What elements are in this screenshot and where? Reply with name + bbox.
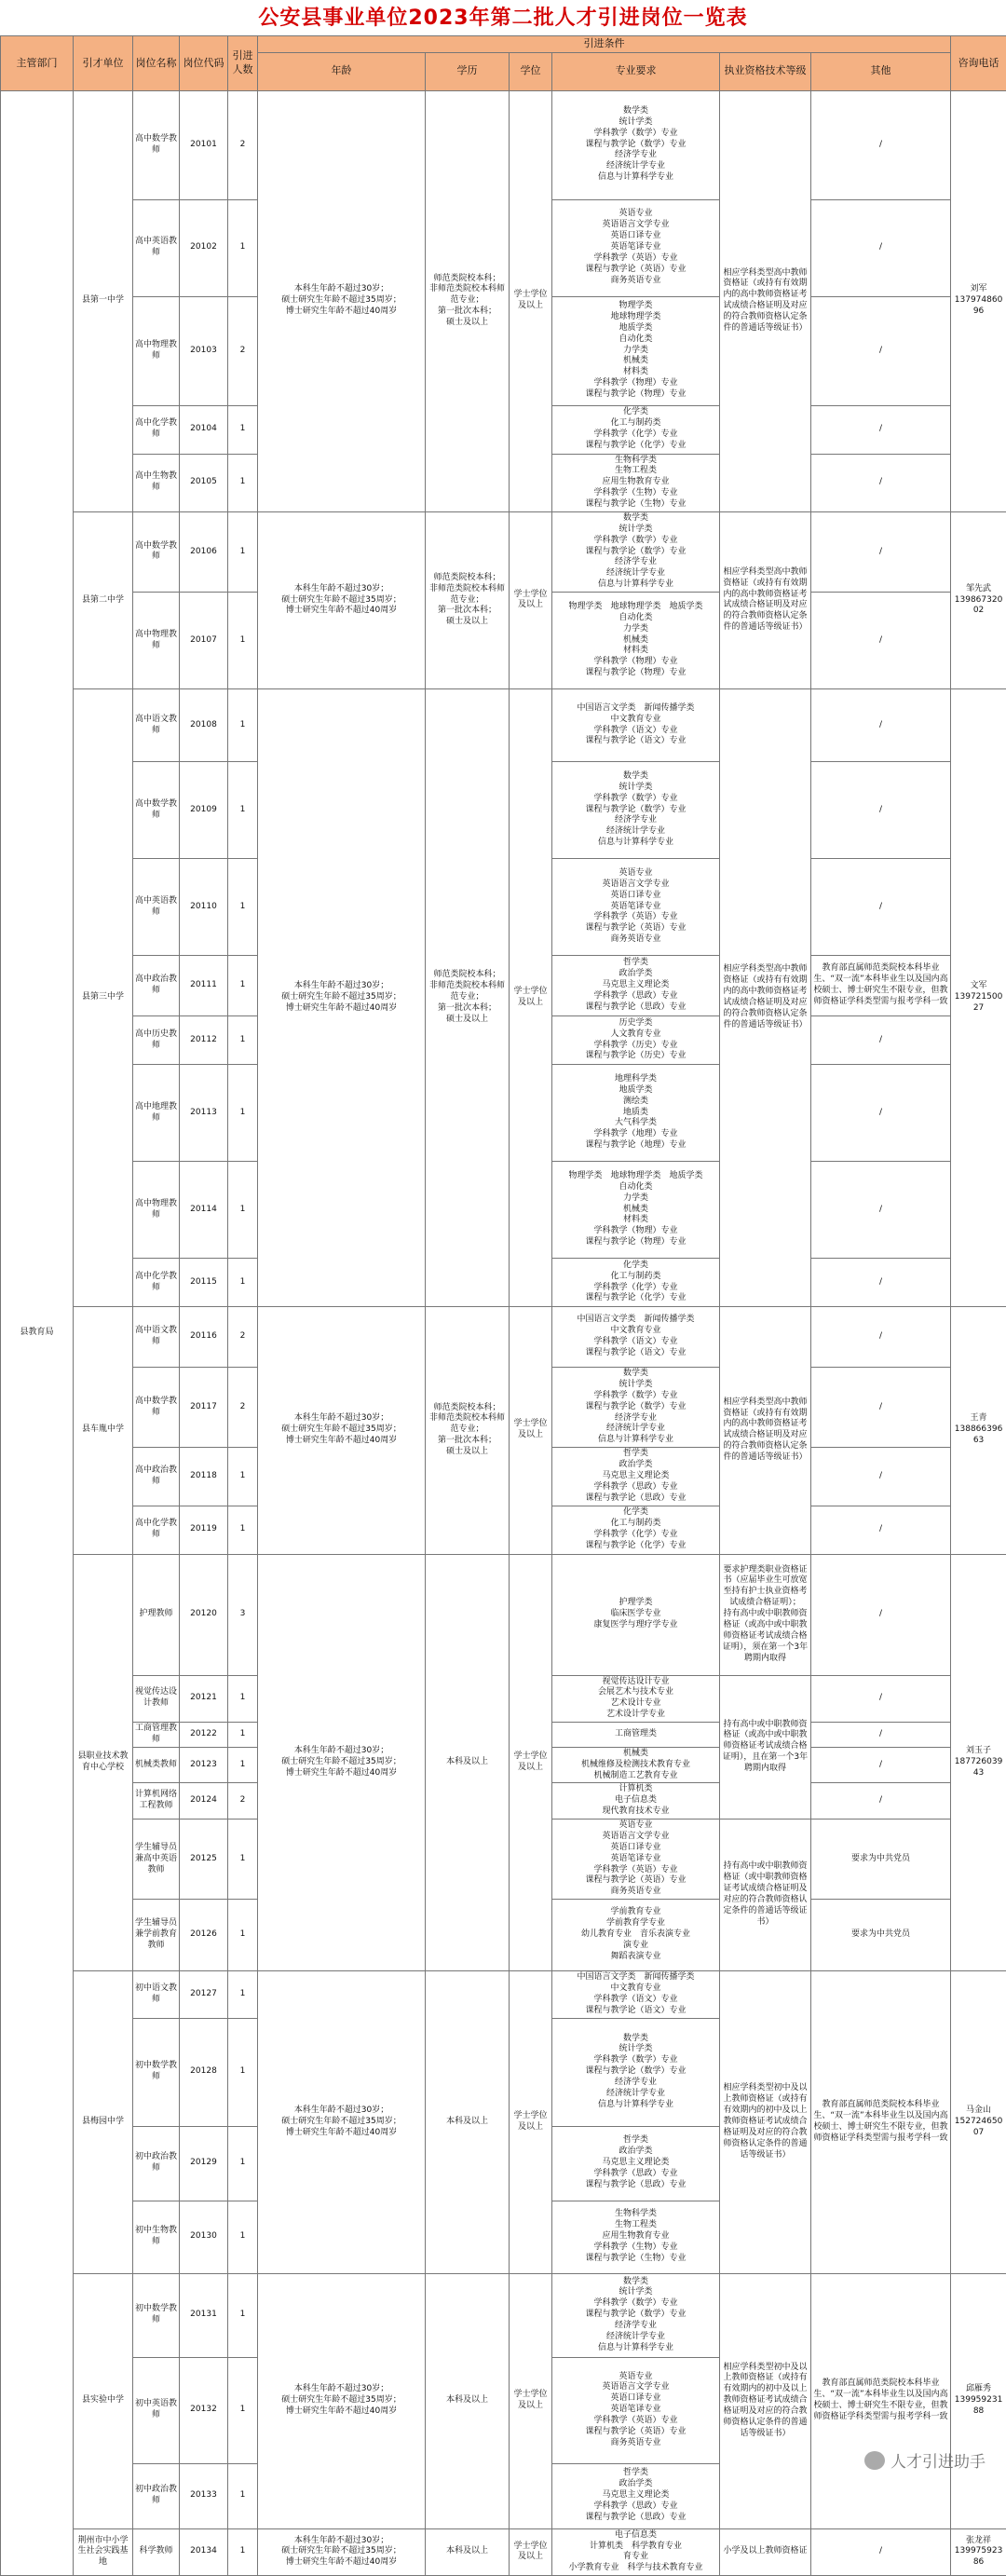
major-cell: 英语专业 英语语言文学专业 英语口译专业 英语笔译专业 学科教学（英语）专业 课程与教学论（英语）专业 商务英语专业 — [552, 199, 720, 296]
code-cell: 20116 — [180, 1307, 228, 1368]
major-cell: 中国语言文学类 新闻传播学类 中文教育专业 学科教学（语文）专业 课程与教学论（语文）专业 — [552, 1971, 720, 2019]
post-cell: 高中语文教师 — [133, 689, 180, 762]
code-cell: 20122 — [180, 1723, 228, 1748]
code-cell: 20111 — [180, 956, 228, 1016]
post-cell: 机械类教师 — [133, 1747, 180, 1783]
other-cell: / — [811, 1506, 951, 1554]
major-cell: 数学类 统计学类 学科教学（数学）专业 课程与教学论（数学）专业 经济学专业 经济统计学专业 信息与计算科学专业 — [552, 762, 720, 859]
other-cell: / — [811, 199, 951, 296]
major-cell: 哲学类 政治学类 马克思主义理论类 学科教学（思政）专业 课程与教学论（思政）专业 — [552, 956, 720, 1016]
post-cell: 初中英语教师 — [133, 2357, 180, 2463]
major-cell: 电子信息类 计算机类 科学教育专业 育专业 小学教育专业 科学与技术教育专业 — [552, 2528, 720, 2576]
contact-cell: 刘军 13797486096 — [951, 90, 1006, 511]
num-cell: 1 — [228, 2018, 258, 2126]
contact-cell: 刘玉子 18772603943 — [951, 1554, 1006, 1971]
other-cell: / — [811, 1554, 951, 1675]
major-cell: 化学类 化工与制药类 学科教学（化学）专业 课程与教学论（化学）专业 — [552, 1506, 720, 1554]
unit-cell: 县实验中学 — [74, 2273, 133, 2528]
unit-cell: 县第一中学 — [74, 90, 133, 511]
cert-cell: 相应学科类型高中教师资格证（或持有有效期内的高中教师资格证考试成绩合格证明及对应的符合教师资格认定条件的普通话等级证书） — [720, 1307, 811, 1555]
major-cell: 英语专业 英语语言文学专业 英语口译专业 英语笔译专业 学科教学（英语）专业 课程与教学论（英语）专业 商务英语专业 — [552, 859, 720, 956]
cert-cell: 相应学科类型高中教师资格证（或持有有效期内的高中教师资格证考试成绩合格证明及对应的符合教师资格认定条件的普通话等级证书） — [720, 90, 811, 511]
age-cell: 本科生年龄不超过30岁； 硕士研究生年龄不超过35周岁； 博士研究生年龄不超过40周岁 — [258, 90, 426, 511]
num-cell: 3 — [228, 1554, 258, 1675]
other-cell: / — [811, 1259, 951, 1307]
header-major: 专业要求 — [552, 52, 720, 90]
degree-cell: 学士学位及以上 — [510, 2273, 552, 2528]
major-cell: 物理学类 地球物理学类 地质学类 自动化类 力学类 机械类 材料类 学科教学（物理）专业 课程与教学论（物理）专业 — [552, 593, 720, 689]
code-cell: 20101 — [180, 90, 228, 199]
post-cell: 初中数学教师 — [133, 2018, 180, 2126]
unit-cell: 县车胤中学 — [74, 1307, 133, 1555]
major-cell: 英语专业 英语语言文学专业 英语口译专业 英语笔译专业 学科教学（英语）专业 课程与教学论（英语）专业 商务英语专业 — [552, 2357, 720, 2463]
num-cell: 1 — [228, 1162, 258, 1259]
edu-cell: 本科及以上 — [426, 1554, 510, 1971]
major-cell: 数学类 统计学类 学科教学（数学）专业 课程与教学论（数学）专业 经济学专业 经济统计学专业 信息与计算科学专业 — [552, 1368, 720, 1448]
num-cell: 1 — [228, 511, 258, 592]
contact-cell: 张龙祥 13997592386 — [951, 2528, 1006, 2576]
code-cell: 20126 — [180, 1900, 228, 1971]
post-cell: 高中数学教师 — [133, 1368, 180, 1448]
cert-cell: 持有高中或中职教师资格证（或高中或中职教师资格证考试成绩合格证明），且在第一个3年聘期内取得 — [720, 1675, 811, 1820]
age-cell: 本科生年龄不超过30岁； 硕士研究生年龄不超过35周岁； 博士研究生年龄不超过40周岁 — [258, 511, 426, 688]
code-cell: 20107 — [180, 593, 228, 689]
code-cell: 20106 — [180, 511, 228, 592]
code-cell: 20124 — [180, 1783, 228, 1820]
major-cell: 生物科学类 生物工程类 应用生物教育专业 学科教学（生物）专业 课程与教学论（生物）专业 — [552, 454, 720, 511]
major-cell: 机械类 机械维修及检测技术教育专业 机械制造工艺教育专业 — [552, 1747, 720, 1783]
major-cell: 哲学类 政治学类 马克思主义理论类 学科教学（思政）专业 课程与教学论（思政）专业 — [552, 2463, 720, 2528]
header-post: 岗位名称 — [133, 36, 180, 91]
code-cell: 20120 — [180, 1554, 228, 1675]
table-row — [1, 2273, 1006, 2357]
major-cell: 中国语言文学类 新闻传播学类 中文教育专业 学科教学（语文）专业 课程与教学论（语文）专业 — [552, 689, 720, 762]
other-cell: 要求为中共党员 — [811, 1900, 951, 1971]
page-title: 公安县事业单位2023年第二批人才引进岗位一览表 — [0, 0, 1006, 37]
num-cell: 1 — [228, 2273, 258, 2357]
watermark-text: 人才引进助手 — [890, 2448, 986, 2472]
contact-cell: 邱雁秀 13995923188 — [951, 2273, 1006, 2528]
other-cell: / — [811, 1675, 951, 1723]
edu-cell: 本科及以上 — [426, 1971, 510, 2274]
cert-cell: 相应学科类型高中教师资格证（或持有有效期内的高中教师资格证考试成绩合格证明及对应的符合教师资格认定条件的普通话等级证书） — [720, 511, 811, 688]
code-cell: 20123 — [180, 1747, 228, 1783]
num-cell: 1 — [228, 1723, 258, 1748]
num-cell: 1 — [228, 454, 258, 511]
num-cell: 2 — [228, 296, 258, 405]
table-row — [1, 1554, 1006, 1675]
contact-cell: 马金山 15272465007 — [951, 1971, 1006, 2274]
age-cell: 本科生年龄不超过30岁； 硕士研究生年龄不超过35周岁； 博士研究生年龄不超过40周岁 — [258, 689, 426, 1307]
degree-cell: 学士学位及以上 — [510, 1971, 552, 2274]
code-cell: 20131 — [180, 2273, 228, 2357]
contact-cell: 文军 13972150027 — [951, 689, 1006, 1307]
code-cell: 20129 — [180, 2126, 228, 2201]
major-cell: 地理科学类 地质学类 测绘类 地质类 大气科学类 学科教学（地理）专业 课程与教学论（地理）专业 — [552, 1065, 720, 1162]
num-cell: 1 — [228, 199, 258, 296]
other-cell: 教育部直属师范类院校本科毕业生、“双一流”本科毕业生以及国内高校硕士、博士研究生不限专业，但教师资格证学科类型需与报考学科一致 — [811, 956, 951, 1016]
degree-cell: 学士学位及以上 — [510, 689, 552, 1307]
header-dept: 主管部门 — [1, 36, 74, 91]
num-cell: 1 — [228, 1448, 258, 1506]
header-degree: 学位 — [510, 52, 552, 90]
other-cell: / — [811, 689, 951, 762]
code-cell: 20105 — [180, 454, 228, 511]
major-cell: 视觉传达设计专业 会展艺术与技术专业 艺术设计专业 艺术设计学专业 — [552, 1675, 720, 1723]
num-cell: 1 — [228, 762, 258, 859]
post-cell: 初中生物教师 — [133, 2201, 180, 2273]
post-cell: 高中化学教师 — [133, 405, 180, 454]
code-cell: 20133 — [180, 2463, 228, 2528]
major-cell: 数学类 统计学类 学科教学（数学）专业 课程与教学论（数学）专业 经济学专业 经济统计学专业 信息与计算科学专业 — [552, 90, 720, 199]
post-cell: 护理教师 — [133, 1554, 180, 1675]
code-cell: 20121 — [180, 1675, 228, 1723]
other-cell: / — [811, 762, 951, 859]
degree-cell: 学士学位及以上 — [510, 511, 552, 688]
code-cell: 20119 — [180, 1506, 228, 1554]
major-cell: 护理学类 临床医学专业 康复医学与理疗学专业 — [552, 1554, 720, 1675]
code-cell: 20134 — [180, 2528, 228, 2576]
degree-cell: 学士学位及以上 — [510, 1554, 552, 1971]
code-cell: 20112 — [180, 1016, 228, 1065]
post-cell: 高中地理教师 — [133, 1065, 180, 1162]
num-cell: 1 — [228, 2201, 258, 2273]
post-cell: 高中数学教师 — [133, 511, 180, 592]
code-cell: 20117 — [180, 1368, 228, 1448]
code-cell: 20104 — [180, 405, 228, 454]
code-cell: 20108 — [180, 689, 228, 762]
edu-cell: 本科及以上 — [426, 2528, 510, 2576]
other-cell: / — [811, 1016, 951, 1065]
other-cell: / — [811, 1448, 951, 1506]
other-cell: / — [811, 1783, 951, 1820]
post-cell: 高中物理教师 — [133, 1162, 180, 1259]
edu-cell: 师范类院校本科； 非师范类院校本科师范专业； 第一批次本科； 硕士及以上 — [426, 1307, 510, 1555]
num-cell: 1 — [228, 405, 258, 454]
post-cell: 科学教师 — [133, 2528, 180, 2576]
cert-cell: 持有高中或中职教师资格证（或中职教师资格证考试成绩合格证明及对应的符合教师资格认定条件的普通话等级证书） — [720, 1820, 811, 1971]
num-cell: 1 — [228, 1900, 258, 1971]
cert-cell: 相应学科类型初中及以上教师资格证（或持有有效期内的初中及以上教师资格证考试成绩合格证明及对应的符合教师资格认定条件的普通话等级证书） — [720, 1971, 811, 2274]
major-cell: 化学类 化工与制药类 学科教学（化学）专业 课程与教学论（化学）专业 — [552, 405, 720, 454]
positions-table — [0, 35, 1006, 2576]
degree-cell: 学士学位及以上 — [510, 1307, 552, 1555]
wechat-logo-icon — [864, 2451, 885, 2470]
degree-cell: 学士学位及以上 — [510, 90, 552, 511]
cert-cell: 相应学科类型初中及以上教师资格证（或持有有效期内的初中及以上教师资格证考试成绩合格证明及对应的符合教师资格认定条件的普通话等级证书） — [720, 2273, 811, 2528]
major-cell: 学前教育专业 学前教育学专业 幼儿教育专业 音乐表演专业 演专业 舞蹈表演专业 — [552, 1900, 720, 1971]
contact-cell: 邹先武 13986732002 — [951, 511, 1006, 688]
header-unit: 引才单位 — [74, 36, 133, 91]
table-row — [1, 2528, 1006, 2576]
table-row — [1, 90, 1006, 199]
post-cell: 初中数学教师 — [133, 2273, 180, 2357]
cert-cell: 相应学科类型高中教师资格证（或持有有效期内的高中教师资格证考试成绩合格证明及对应的符合教师资格认定条件的普通话等级证书） — [720, 689, 811, 1307]
major-cell: 数学类 统计学类 学科教学（数学）专业 课程与教学论（数学）专业 经济学专业 经济统计学专业 信息与计算科学专业 — [552, 2273, 720, 2357]
post-cell: 高中化学教师 — [133, 1259, 180, 1307]
unit-cell: 县第二中学 — [74, 511, 133, 688]
num-cell: 2 — [228, 1307, 258, 1368]
major-cell: 工商管理类 — [552, 1723, 720, 1748]
num-cell: 2 — [228, 90, 258, 199]
code-cell: 20114 — [180, 1162, 228, 1259]
edu-cell: 师范类院校本科； 非师范类院校本科师范专业； 第一批次本科； 硕士及以上 — [426, 511, 510, 688]
age-cell: 本科生年龄不超过30岁； 硕士研究生年龄不超过35周岁； 博士研究生年龄不超过40周岁 — [258, 1307, 426, 1555]
other-cell: 教育部直属师范类院校本科毕业生、“双一流”本科毕业生以及国内高校硕士、博士研究生不限专业，但教师资格证学科类型需与报考学科一致 — [811, 1971, 951, 2274]
unit-cell: 县梅园中学 — [74, 1971, 133, 2274]
major-cell: 哲学类 政治学类 马克思主义理论类 学科教学（思政）专业 课程与教学论（思政）专业 — [552, 2126, 720, 2201]
code-cell: 20128 — [180, 2018, 228, 2126]
other-cell: / — [811, 1723, 951, 1748]
post-cell: 工商管理教师 — [133, 1723, 180, 1748]
unit-cell: 县第三中学 — [74, 689, 133, 1307]
edu-cell: 师范类院校本科； 非师范类院校本科师范专业； 第一批次本科； 硕士及以上 — [426, 90, 510, 511]
code-cell: 20113 — [180, 1065, 228, 1162]
contact-cell: 王青 13886639663 — [951, 1307, 1006, 1555]
edu-cell: 本科及以上 — [426, 2273, 510, 2528]
header-conditions: 引进条件 — [258, 36, 951, 53]
code-cell: 20130 — [180, 2201, 228, 2273]
other-cell: / — [811, 405, 951, 454]
post-cell: 初中语文教师 — [133, 1971, 180, 2019]
num-cell: 1 — [228, 1065, 258, 1162]
table-row — [1, 689, 1006, 762]
num-cell: 1 — [228, 2463, 258, 2528]
table-row — [1, 511, 1006, 592]
header-edu: 学历 — [426, 52, 510, 90]
major-cell: 计算机类 电子信息类 现代教育技术专业 — [552, 1783, 720, 1820]
other-cell: / — [811, 454, 951, 511]
code-cell: 20132 — [180, 2357, 228, 2463]
other-cell: / — [811, 2528, 951, 2576]
header-other: 其他 — [811, 52, 951, 90]
post-cell: 高中英语教师 — [133, 199, 180, 296]
other-cell: / — [811, 1065, 951, 1162]
other-cell: / — [811, 296, 951, 405]
header-age: 年龄 — [258, 52, 426, 90]
age-cell: 本科生年龄不超过30岁； 硕士研究生年龄不超过35周岁； 博士研究生年龄不超过40周岁 — [258, 1554, 426, 1971]
post-cell: 高中物理教师 — [133, 593, 180, 689]
table-row — [1, 1971, 1006, 2019]
post-cell: 高中政治教师 — [133, 956, 180, 1016]
post-cell: 高中数学教师 — [133, 90, 180, 199]
post-cell: 视觉传达设计教师 — [133, 1675, 180, 1723]
num-cell: 1 — [228, 2126, 258, 2201]
age-cell: 本科生年龄不超过30岁； 硕士研究生年龄不超过35周岁； 博士研究生年龄不超过40周岁 — [258, 2273, 426, 2528]
post-cell: 高中政治教师 — [133, 1448, 180, 1506]
edu-cell: 师范类院校本科； 非师范类院校本科师范专业； 第一批次本科； 硕士及以上 — [426, 689, 510, 1307]
other-cell: 要求为中共党员 — [811, 1820, 951, 1900]
header-cert: 执业资格技术等级 — [720, 52, 811, 90]
unit-cell: 荆州市中小学生社会实践基地 — [74, 2528, 133, 2576]
header-code: 岗位代码 — [180, 36, 228, 91]
cert-cell: 要求护理类职业资格证书（应届毕业生可放宽至持有护士执业资格考试成绩合格证明）； 持有高中或中职教师资格证（或高中或中职教师资格证考试成绩合格证明），须在第一个3年聘期内取得 — [720, 1554, 811, 1675]
code-cell: 20127 — [180, 1971, 228, 2019]
other-cell: 教育部直属师范类院校本科毕业生、“双一流”本科毕业生以及国内高校硕士、博士研究生不限专业，但教师资格证学科类型需与报考学科一致 — [811, 2273, 951, 2528]
num-cell: 1 — [228, 1747, 258, 1783]
num-cell: 1 — [228, 2357, 258, 2463]
other-cell: / — [811, 1368, 951, 1448]
num-cell: 2 — [228, 1783, 258, 1820]
age-cell: 本科生年龄不超过30岁； 硕士研究生年龄不超过35周岁； 博士研究生年龄不超过40周岁 — [258, 2528, 426, 2576]
post-cell: 初中政治教师 — [133, 2126, 180, 2201]
major-cell: 数学类 统计学类 学科教学（数学）专业 课程与教学论（数学）专业 经济学专业 经济统计学专业 信息与计算科学专业 — [552, 511, 720, 592]
num-cell: 1 — [228, 1971, 258, 2019]
post-cell: 高中生物教师 — [133, 454, 180, 511]
major-cell: 生物科学类 生物工程类 应用生物教育专业 学科教学（生物）专业 课程与教学论（生物）专业 — [552, 2201, 720, 2273]
num-cell: 1 — [228, 689, 258, 762]
post-cell: 高中化学教师 — [133, 1506, 180, 1554]
other-cell: / — [811, 511, 951, 592]
header-num: 引进人数 — [228, 36, 258, 91]
dept-cell: 县教育局 — [1, 90, 74, 2576]
num-cell: 1 — [228, 1820, 258, 1900]
post-cell: 高中语文教师 — [133, 1307, 180, 1368]
num-cell: 2 — [228, 1368, 258, 1448]
post-cell: 计算机网络工程教师 — [133, 1783, 180, 1820]
num-cell: 1 — [228, 2528, 258, 2576]
major-cell: 英语专业 英语语言文学专业 英语口译专业 英语笔译专业 学科教学（英语）专业 课程与教学论（英语）专业 商务英语专业 — [552, 1820, 720, 1900]
other-cell: / — [811, 859, 951, 956]
num-cell: 1 — [228, 1506, 258, 1554]
table-row — [1, 1307, 1006, 1368]
watermark — [864, 2448, 986, 2472]
num-cell: 1 — [228, 1259, 258, 1307]
other-cell: / — [811, 1747, 951, 1783]
code-cell: 20115 — [180, 1259, 228, 1307]
code-cell: 20125 — [180, 1820, 228, 1900]
num-cell: 1 — [228, 1016, 258, 1065]
post-cell: 高中物理教师 — [133, 296, 180, 405]
other-cell: / — [811, 593, 951, 689]
unit-cell: 县职业技术教育中心学校 — [74, 1554, 133, 1971]
major-cell: 数学类 统计学类 学科教学（数学）专业 课程与教学论（数学）专业 经济学专业 经济统计学专业 信息与计算科学专业 — [552, 2018, 720, 2126]
major-cell: 化学类 化工与制药类 学科教学（化学）专业 课程与教学论（化学）专业 — [552, 1259, 720, 1307]
post-cell: 初中政治教师 — [133, 2463, 180, 2528]
post-cell: 学生辅导员兼高中英语教师 — [133, 1820, 180, 1900]
major-cell: 物理学类 地球物理学类 地质学类 自动化类 力学类 机械类 材料类 学科教学（物理）专业 课程与教学论（物理）专业 — [552, 1162, 720, 1259]
age-cell: 本科生年龄不超过30岁； 硕士研究生年龄不超过35周岁； 博士研究生年龄不超过40周岁 — [258, 1971, 426, 2274]
major-cell: 中国语言文学类 新闻传播学类 中文教育专业 学科教学（语文）专业 课程与教学论（语文）专业 — [552, 1307, 720, 1368]
num-cell: 1 — [228, 956, 258, 1016]
table-body — [1, 90, 1006, 2576]
cert-cell: 小学及以上教师资格证 — [720, 2528, 811, 2576]
post-cell: 高中数学教师 — [133, 762, 180, 859]
num-cell: 1 — [228, 859, 258, 956]
post-cell: 高中历史教师 — [133, 1016, 180, 1065]
major-cell: 物理学类 地球物理学类 地质学类 自动化类 力学类 机械类 材料类 学科教学（物理）专业 课程与教学论（物理）专业 — [552, 296, 720, 405]
other-cell: / — [811, 1162, 951, 1259]
post-cell: 高中英语教师 — [133, 859, 180, 956]
degree-cell: 学士学位及以上 — [510, 2528, 552, 2576]
major-cell: 历史学类 人文教育专业 学科教学（历史）专业 课程与教学论（历史）专业 — [552, 1016, 720, 1065]
other-cell: / — [811, 1307, 951, 1368]
other-cell: / — [811, 90, 951, 199]
num-cell: 1 — [228, 593, 258, 689]
code-cell: 20109 — [180, 762, 228, 859]
num-cell: 1 — [228, 1675, 258, 1723]
code-cell: 20102 — [180, 199, 228, 296]
header-contact: 咨询电话 — [951, 36, 1006, 91]
post-cell: 学生辅导员兼学前教育教师 — [133, 1900, 180, 1971]
code-cell: 20110 — [180, 859, 228, 956]
code-cell: 20118 — [180, 1448, 228, 1506]
code-cell: 20103 — [180, 296, 228, 405]
major-cell: 哲学类 政治学类 马克思主义理论类 学科教学（思政）专业 课程与教学论（思政）专业 — [552, 1448, 720, 1506]
